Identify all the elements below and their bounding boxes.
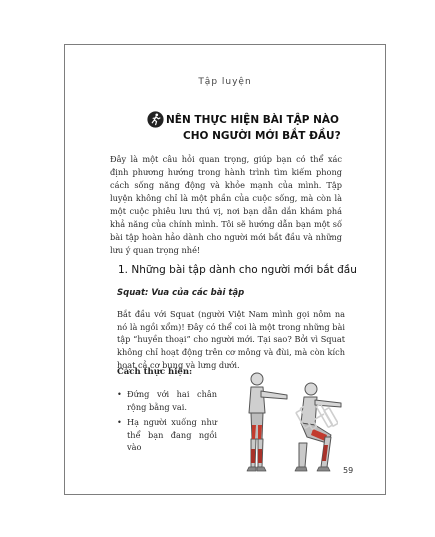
page-number: 59	[343, 466, 354, 475]
list-item	[117, 416, 217, 454]
runner-icon	[147, 111, 164, 128]
bullet-icon: •	[117, 389, 122, 399]
howto-list	[117, 388, 217, 457]
list-item	[117, 388, 217, 413]
list-item-text: Hạ người xuống như thể bạn đang ngồi vào	[127, 417, 217, 452]
running-head: Tập luyện	[198, 77, 252, 87]
chapter-title-line-2: CHO NGƯỜI MỚI BẮT ĐẦU?	[183, 130, 341, 142]
section-heading: 1. Những bài tập dành cho người mới bắt đầu	[118, 264, 357, 276]
bullet-icon: •	[117, 417, 122, 427]
subsection-heading: Squat: Vua của các bài tập	[117, 288, 245, 298]
howto-heading: Cách thực hiện:	[117, 367, 193, 377]
intro-paragraph: Đây là một câu hỏi quan trọng, giúp bạn có thể xác định phương hướng trong hành trình tìm kiếm phong cách sống năng động và khỏe mạnh của mình. Tập luyện không chỉ là một phần của cuộc sống, mà còn là một cuộc phiêu lưu thú vị, nơi bạn dẫn dắn khám phá khả năng của chính mình. Tôi sẽ hướng dẫn bạn một số bài tập hoàn hảo dành cho người mới bắt đầu và những lưu ý quan trọng nhé!	[110, 154, 342, 255]
standing-figure	[247, 373, 287, 471]
chapter-title-line-1: NÊN THỰC HIỆN BÀI TẬP NÀO	[166, 114, 339, 126]
dumbbell-icon	[286, 400, 338, 440]
squat-paragraph: Bắt đầu với Squat (người Việt Nam mình gọi nôm na nó là ngồi xổm)! Đây có thể coi là một trong những bài tập “huyền thoại” cho người mới. Tại sao? Bởi vì Squat không chỉ hoạt động trên cơ mông và đùi, mà còn kích hoạt cả cơ bụng và lưng dưới.	[117, 309, 345, 370]
list-item-text: Đứng với hai chân rộng bằng vai.	[127, 389, 217, 412]
